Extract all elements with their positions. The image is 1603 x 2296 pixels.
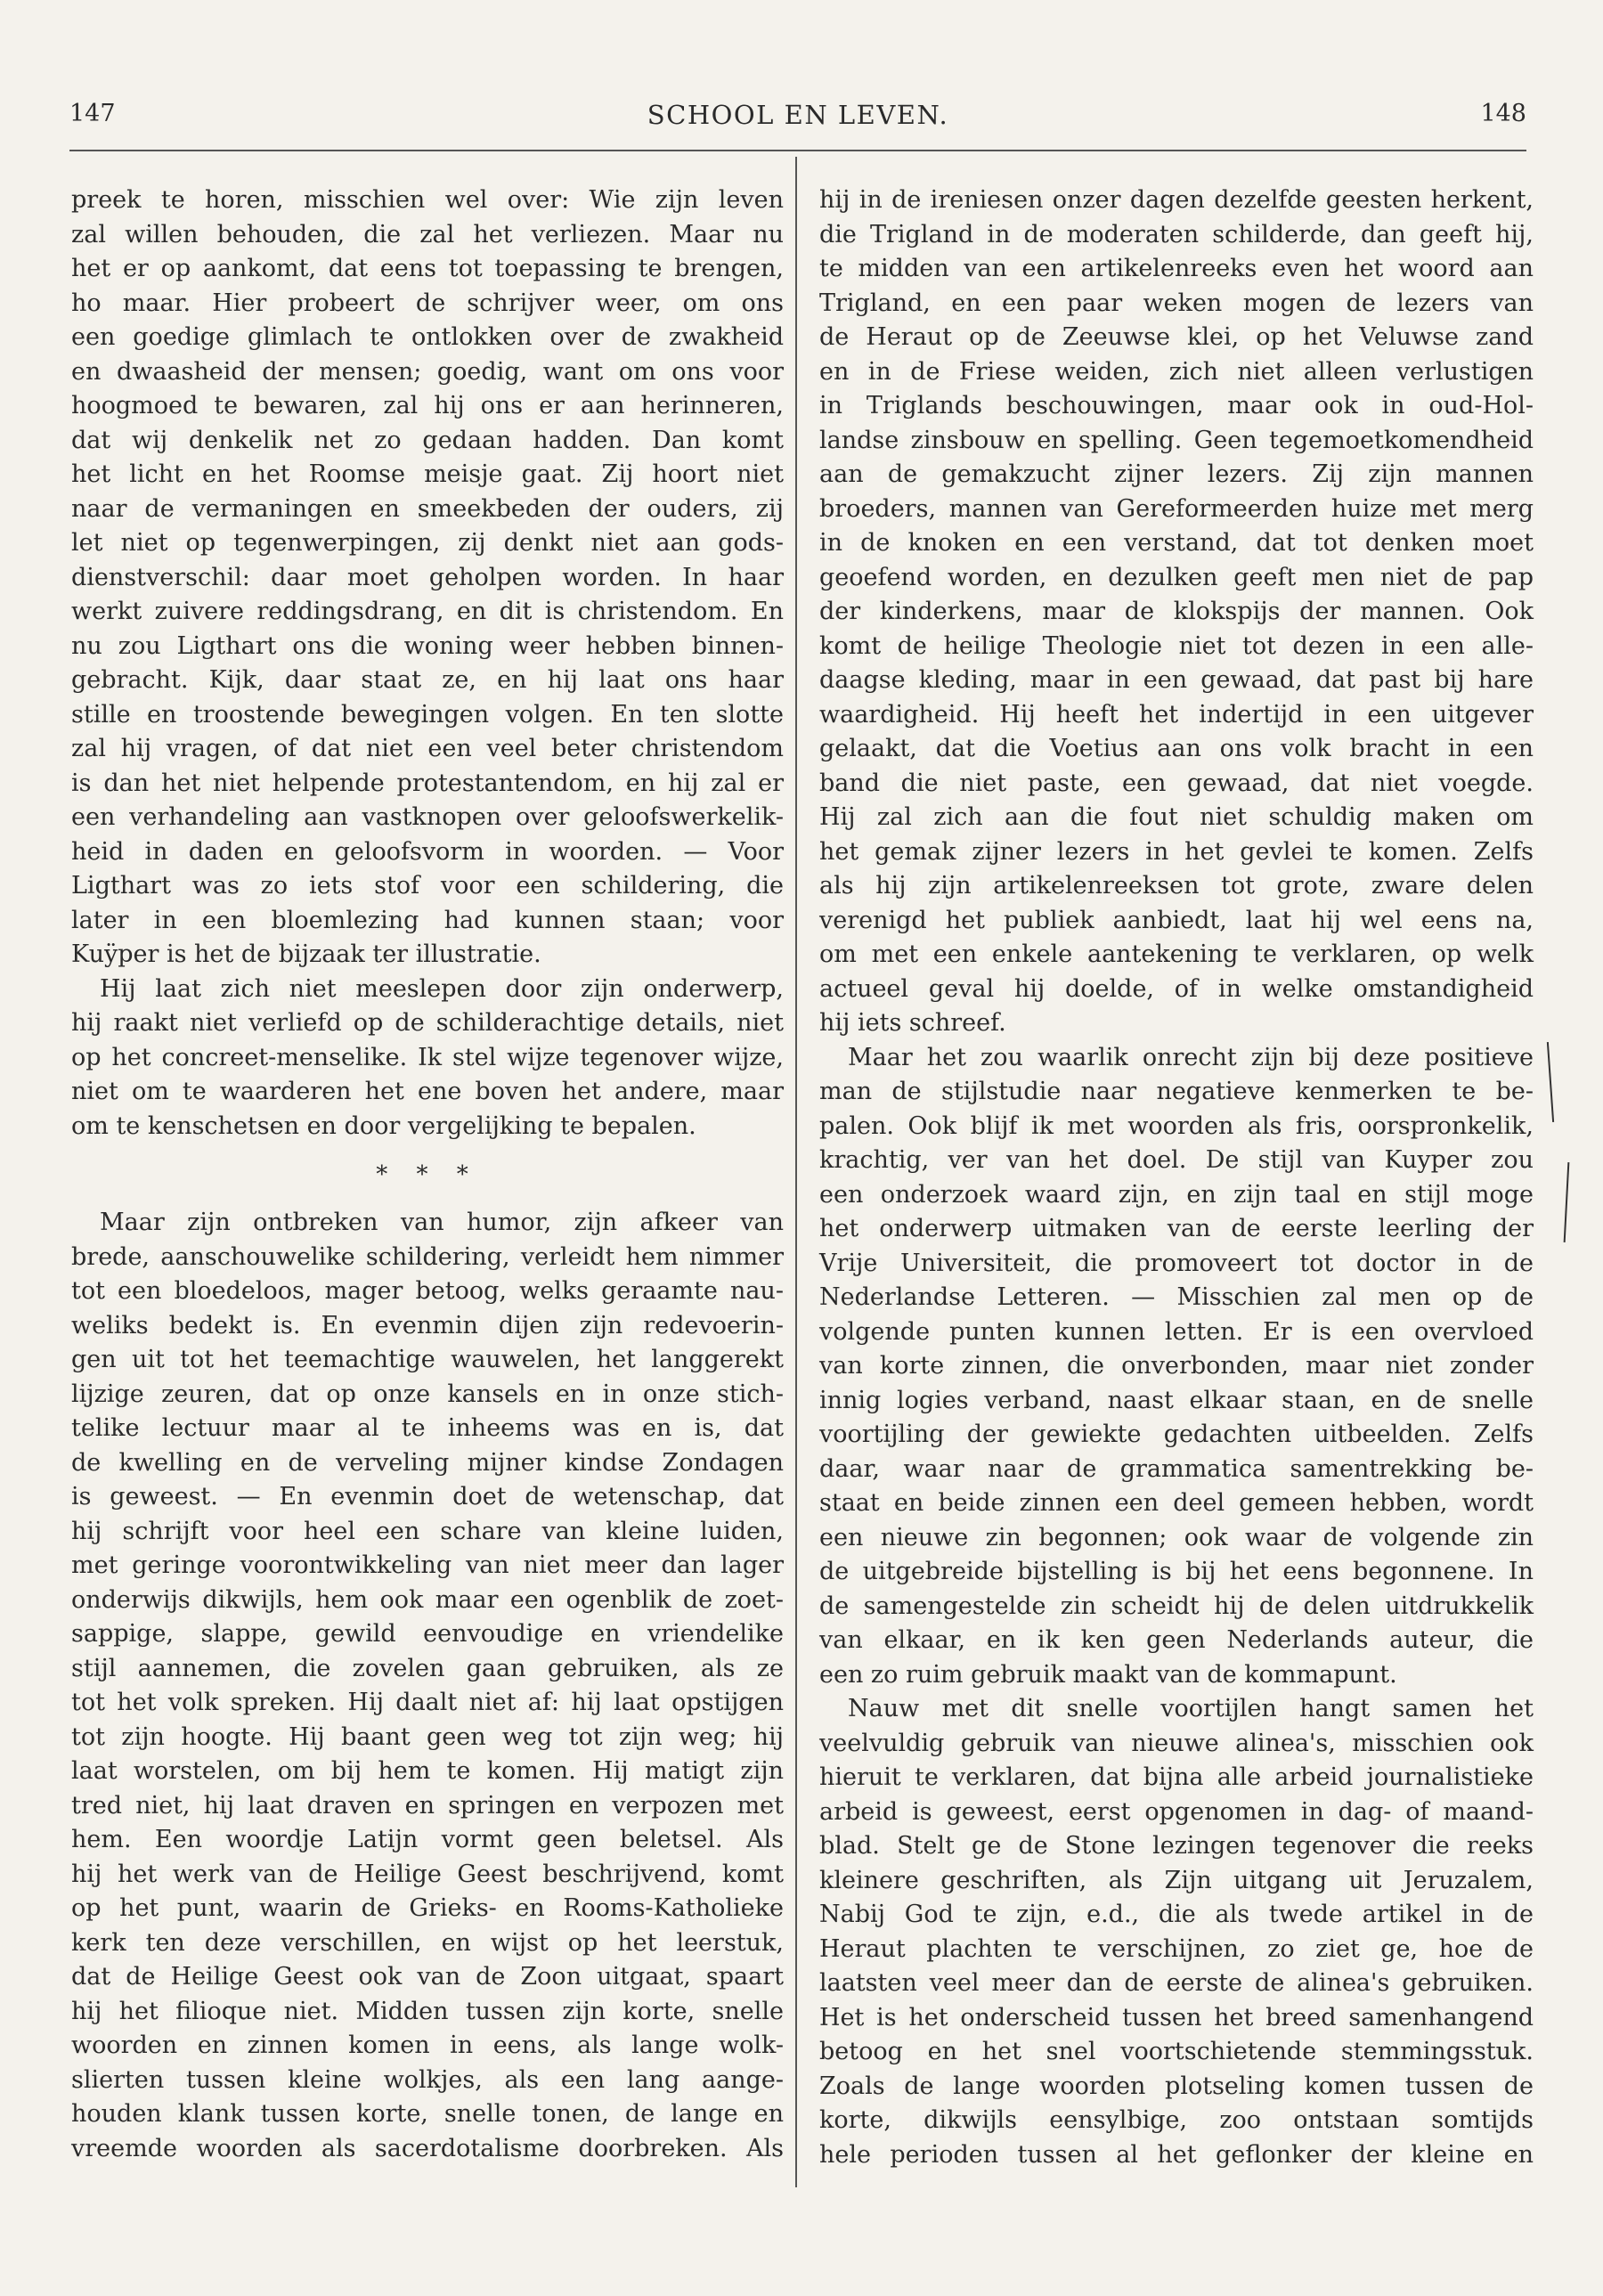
page-number-left: 147: [69, 100, 116, 127]
text-line: een zo ruim gebruik maakt van de kommapunt.: [819, 1660, 1397, 1689]
text-line: hij het werk van de Heilige Geest beschrijvend, komt: [71, 1860, 784, 1888]
text-line: van elkaar, en ik ken geen Nederlands auteur, die: [819, 1626, 1534, 1654]
text-line: een nieuwe zin begonnen; ook waar de volgende zin: [819, 1523, 1534, 1551]
text-line: om met een enkele aantekening te verklaren, op welk: [819, 940, 1534, 968]
text-line: Hij zal zich aan die fout niet schuldig maken om: [819, 803, 1534, 831]
text-line: actueel geval hij doelde, of in welke omstandigheid: [819, 974, 1534, 1003]
text-line: krachtig, ver van het doel. De stijl van Kuyper zou: [819, 1146, 1534, 1174]
text-line: hoogmoed te bewaren, zal hij ons er aan herinneren,: [71, 392, 784, 419]
text-line: laat worstelen, om bij hem te komen. Hij matigt zijn: [71, 1757, 784, 1785]
text-line: let niet op tegenwerpingen, zij denkt niet aan gods-: [71, 529, 784, 557]
text-line: hij in de ireniesen onzer dagen dezelfde geesten herkent,: [819, 186, 1534, 214]
text-line: komt de heilige Theologie niet tot dezen in een alle-: [819, 631, 1534, 660]
text-line: de uitgebreide bijstelling is bij het eens begonnene. In: [819, 1558, 1534, 1585]
text-line: tot een bloedeloos, mager betoog, welks geraamte nau-: [71, 1277, 784, 1305]
header-rule: [69, 150, 1526, 151]
text-line: voortijling der gewiekte gedachten uitbeelden. Zelfs: [819, 1421, 1534, 1448]
text-line: der kinderkens, maar de klokspijs der mannen. Ook: [819, 598, 1534, 625]
text-line: zal willen behouden, die zal het verliezen. Maar nu: [71, 220, 784, 248]
text-line: vreemde woorden als sacerdotalisme doorbreken. Als: [71, 2134, 784, 2162]
text-line: hieruit te verklaren, dat bijna alle arbeid journalistieke: [819, 1763, 1534, 1791]
text-line: is geweest. — En evenmin doet de wetenschap, dat: [71, 1483, 784, 1510]
text-line: Nederlandse Letteren. — Misschien zal men op de: [819, 1283, 1534, 1311]
text-line: heid in daden en geloofsvorm in woorden. — Voor: [71, 837, 784, 866]
text-line: betoog en het snel voortschietende stemmingsstuk.: [819, 2038, 1534, 2065]
text-line: dienstverschil: daar moet geholpen worden. In haar: [71, 563, 784, 591]
text-line: Trigland, en een paar weken mogen de lezers van: [819, 289, 1534, 317]
text-line: volgende punten kunnen letten. Er is een overvloed: [819, 1317, 1534, 1346]
text-line: korte, dikwijls eensylbige, zoo ontstaan somtijds: [819, 2106, 1534, 2134]
text-line: om te kenschetsen en door vergelijking te bepalen.: [71, 1111, 696, 1140]
column-divider: [795, 157, 797, 2187]
text-line: later in een bloemlezing had kunnen staan; voor: [71, 906, 784, 934]
text-line: van korte zinnen, die onverbonden, maar niet zonder: [819, 1352, 1534, 1380]
text-line: nu zou Ligthart ons die woning weer hebben binnen-: [71, 631, 784, 660]
text-line: met geringe voorontwikkeling van niet meer dan lager: [71, 1551, 784, 1579]
text-line: het er op aankomt, dat eens tot toepassing te brengen,: [71, 255, 784, 282]
text-line: een verhandeling aan vastknopen over geloofswerkelik-: [71, 803, 784, 831]
text-line: gen uit tot het teemachtige wauwelen, het langgerekt: [71, 1346, 784, 1373]
text-line: een onderzoek waard zijn, en zijn taal en stijl moge: [819, 1180, 1534, 1209]
text-line: palen. Ook blijf ik met woorden als fris, oorspronkelik,: [819, 1111, 1534, 1140]
text-line: dat de Heilige Geest ook van de Zoon uitgaat, spaart: [71, 1963, 784, 1991]
text-line: telike lectuur maar al te inheems was en is, dat: [71, 1414, 784, 1442]
text-line: landse zinsbouw en spelling. Geen tegemoetkomendheid: [819, 426, 1534, 454]
text-line: als hij zijn artikelenreeksen tot grote, zware delen: [819, 872, 1534, 900]
text-line: hij schrijft voor heel een schare van kleine luiden,: [71, 1517, 784, 1545]
text-line: Het is het onderscheid tussen het breed samenhangend: [819, 2003, 1534, 2031]
text-line: op het punt, waarin de Grieks- en Rooms-Katholieke: [71, 1894, 784, 1922]
text-line: de kwelling en de verveling mijner kindse Zondagen: [71, 1448, 784, 1477]
text-line: weliks bedekt is. En evenmin dijen zijn redevoerin-: [71, 1311, 784, 1339]
text-line: Hij laat zich niet meeslepen door zijn onderwerp,: [100, 974, 784, 1003]
text-line: brede, aanschouwelike schildering, verleidt hem nimmer: [71, 1242, 784, 1271]
text-line: veelvuldig gebruik van nieuwe alinea's, misschien ook: [819, 1729, 1534, 1757]
text-line: verenigd het publiek aanbiedt, laat hij wel eens na,: [819, 906, 1534, 934]
text-line: gelaakt, dat die Voetius aan ons volk bracht in een: [819, 735, 1534, 762]
text-line: Maar zijn ontbreken van humor, zijn afkeer van: [100, 1209, 784, 1236]
text-line: de Heraut op de Zeeuwse klei, op het Veluwse zand: [819, 323, 1534, 351]
text-line: en in de Friese weiden, zich niet alleen verlustigen: [819, 357, 1534, 386]
text-line: en dwaasheid der mensen; goedig, want om ons voor: [71, 357, 784, 386]
text-line: geoefend worden, en dezulken geeft men niet de pap: [819, 563, 1534, 591]
text-line: innig logies verband, naast elkaar staan, en de snelle: [819, 1386, 1534, 1414]
text-line: hele perioden tussen al het geflonker der kleine en: [819, 2140, 1534, 2169]
text-line: sappige, slappe, gewild eenvoudige en vriendelike: [71, 1620, 784, 1648]
text-line: man de stijlstudie naar negatieve kenmerken te be-: [819, 1078, 1534, 1105]
text-line: staat en beide zinnen een deel gemeen hebben, wordt: [819, 1489, 1534, 1517]
text-line: hem. Een woordje Latijn vormt geen beletsel. Als: [71, 1826, 784, 1853]
text-line: de samengestelde zin scheidt hij de delen uitdrukkelik: [819, 1592, 1534, 1620]
text-line: Zoals de lange woorden plotseling komen tussen de: [819, 2072, 1534, 2100]
text-line: stille en troostende bewegingen volgen. En ten slotte: [71, 700, 784, 729]
text-line: Heraut plachten te verschijnen, zo ziet ge, hoe de: [819, 1934, 1534, 1963]
text-line: hij het filioque niet. Midden tussen zijn korte, snelle: [71, 1997, 784, 2025]
text-line: een goedige glimlach te ontlokken over de zwakheid: [71, 323, 784, 351]
text-line: onderwijs dikwijls, hem ook maar een ogenblik de zoet-: [71, 1585, 784, 1614]
text-line: het licht en het Roomse meisje gaat. Zij hoort niet: [71, 460, 784, 488]
text-line: Vrije Universiteit, die promoveert tot doctor in de: [819, 1249, 1534, 1277]
page-header: [69, 100, 1526, 146]
text-line: te midden van een artikelenreeks even het woord aan: [819, 255, 1534, 282]
text-line: Nauw met dit snelle voortijlen hangt samen het: [848, 1695, 1534, 1722]
text-line: ho maar. Hier probeert de schrijver weer, om ons: [71, 289, 784, 317]
margin-mark: [1564, 1162, 1570, 1242]
text-line: die Trigland in de moderaten schilderde, dan geeft hij,: [819, 220, 1534, 248]
text-line: zal hij vragen, of dat niet een veel beter christendom: [71, 735, 784, 762]
text-line: hij raakt niet verliefd op de schilderachtige details, niet: [71, 1009, 784, 1037]
text-line: preek te horen, misschien wel over: Wie zijn leven: [71, 186, 784, 214]
text-line: daar, waar naar de grammatica samentrekking be-: [819, 1454, 1534, 1483]
text-line: het onderwerp uitmaken van de eerste leerling der: [819, 1215, 1534, 1242]
text-line: waardigheid. Hij heeft het indertijd in een uitgever: [819, 700, 1534, 729]
text-line: lijzige zeuren, dat op onze kansels en in onze stich-: [71, 1380, 784, 1408]
text-line: band die niet paste, een gewaad, dat niet voegde.: [819, 769, 1534, 797]
right-column: [819, 183, 1534, 2172]
text-line: niet om te waarderen het ene boven het andere, maar: [71, 1078, 784, 1105]
text-line: arbeid is geweest, eerst opgenomen in dag- of maand-: [819, 1797, 1534, 1826]
text-line: is dan het niet helpende protestantendom, en hij zal er: [71, 769, 784, 797]
text-line: blad. Stelt ge de Stone lezingen tegenover die reeks: [819, 1832, 1534, 1860]
text-line: in de knoken en een verstand, dat tot denken moet: [819, 529, 1534, 557]
running-title: SCHOOL EN LEVEN.: [647, 100, 949, 130]
text-line: hij iets schreef.: [819, 1009, 1006, 1037]
text-line: tot het volk spreken. Hij daalt niet af: hij laat opstijgen: [71, 1689, 784, 1716]
text-line: tot zijn hoogte. Hij baant geen weg tot zijn weg; hij: [71, 1722, 784, 1751]
text-line: houden klank tussen korte, snelle tonen, de lange en: [71, 2100, 784, 2128]
text-line: gebracht. Kijk, daar staat ze, en hij laat ons haar: [71, 666, 784, 694]
text-line: werkt zuivere reddingsdrang, en dit is christendom. En: [71, 598, 784, 625]
left-column: [71, 183, 784, 2166]
section-divider: * * *: [376, 1161, 479, 1188]
margin-mark: [1547, 1042, 1554, 1122]
text-line: tred niet, hij laat draven en springen en verpozen met: [71, 1791, 784, 1820]
text-line: broeders, mannen van Gereformeerden huize met merg: [819, 494, 1534, 523]
text-line: Kuÿper is het de bijzaak ter illustratie.: [71, 940, 541, 968]
text-line: op het concreet-menselike. Ik stel wijze tegenover wijze,: [71, 1043, 784, 1071]
text-line: woorden en zinnen komen in eens, als lange wolk-: [71, 2031, 784, 2059]
text-line: kerk ten deze verschillen, en wijst op het leerstuk,: [71, 1928, 784, 1957]
text-line: kleinere geschriften, als Zijn uitgang uit Jeruzalem,: [819, 1866, 1534, 1894]
text-line: Maar het zou waarlik onrecht zijn bij deze positieve: [848, 1043, 1534, 1071]
text-line: Ligthart was zo iets stof voor een schildering, die: [71, 872, 784, 900]
text-line: aan de gemakzucht zijner lezers. Zij zijn mannen: [819, 460, 1534, 488]
text-line: Nabij God te zijn, e.d., die als twede artikel in de: [819, 1901, 1534, 1928]
text-line: het gemak zijner lezers in het gevlei te komen. Zelfs: [819, 837, 1534, 866]
text-line: dat wij denkelik net zo gedaan hadden. Dan komt: [71, 426, 784, 454]
text-line: in Triglands beschouwingen, maar ook in oud-Hol-: [819, 392, 1534, 419]
text-line: slierten tussen kleine wolkjes, als een lang aange-: [71, 2065, 784, 2094]
text-line: naar de vermaningen en smeekbeden der ouders, zij: [71, 494, 784, 523]
text-line: laatsten veel meer dan de eerste de alinea's gebruiken.: [819, 1969, 1534, 1997]
text-line: daagse kleding, maar in een gewaad, dat past bij hare: [819, 666, 1534, 694]
page-number-right: 148: [1480, 100, 1526, 127]
text-line: stijl aannemen, die zovelen gaan gebruiken, als ze: [71, 1654, 784, 1682]
